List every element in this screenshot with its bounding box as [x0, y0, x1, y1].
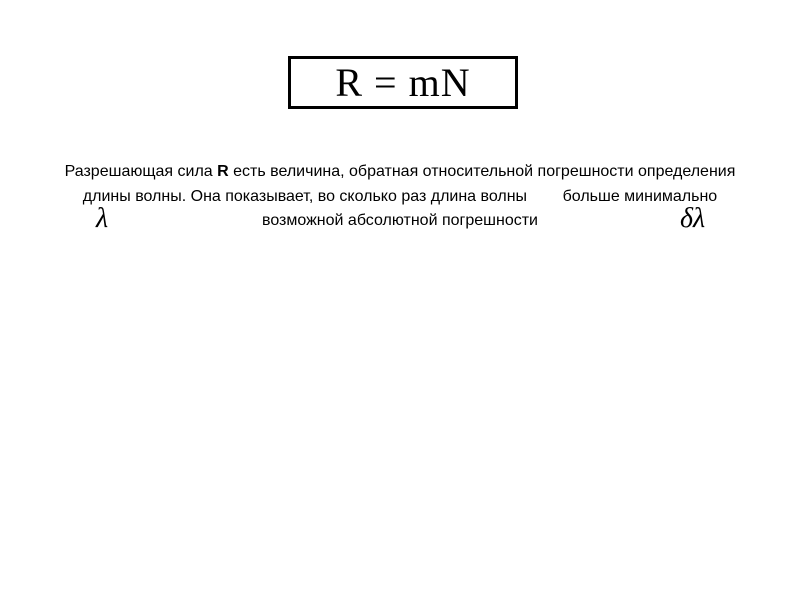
paragraph-line-1	[10, 162, 790, 182]
formula-text: R = mN	[335, 59, 471, 105]
lambda-symbol: λ	[96, 203, 109, 234]
resolving-power-symbol: R	[217, 163, 229, 180]
formula-box	[288, 56, 518, 109]
delta-lambda-symbol: δλ	[680, 203, 706, 234]
paragraph-line-2: длины волны. Она показывает, во сколько раз длина волны больше минимально	[82, 188, 718, 205]
paragraph-line-1-end: есть величина, обратная относительной погрешности определения	[228, 163, 736, 180]
paragraph-line-3: возможной абсолютной погрешности	[262, 212, 538, 229]
paragraph-line-1-start: Разрешающая сила	[64, 163, 218, 180]
